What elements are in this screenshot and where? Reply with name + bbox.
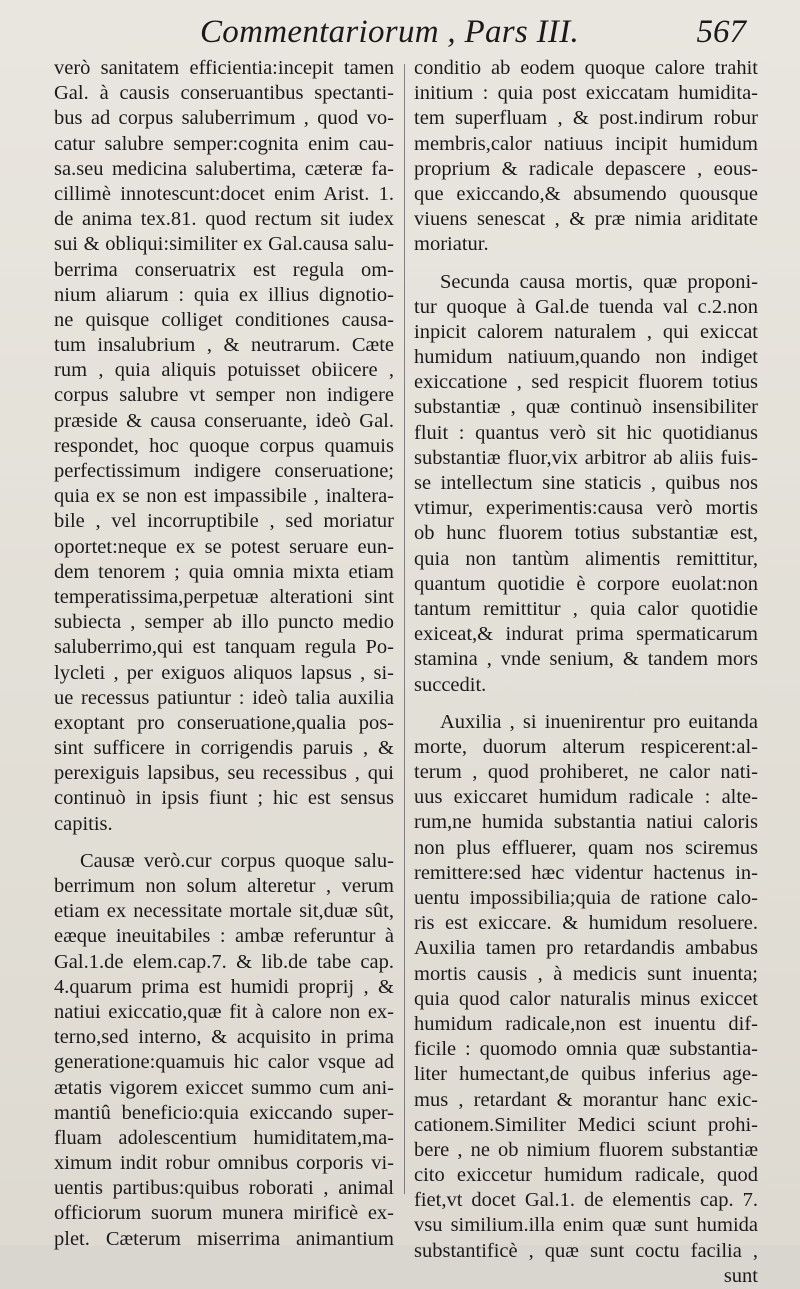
text-line: fluam adolescentium humiditatem,ma- <box>54 1126 394 1149</box>
text-line: tur quoque à Gal.de tuenda val c.2.non <box>414 295 758 318</box>
text-line: 4.quarum prima est humidi proprij , & <box>54 975 394 998</box>
text-line: mus , retardant & morantur hanc exic- <box>414 1088 758 1111</box>
text-line: generatione:quamuis hic calor vsque ad <box>54 1051 394 1074</box>
text-line: eæque ineuitabiles : ambæ referuntur à <box>54 925 394 948</box>
paragraph-gap <box>54 837 394 849</box>
text-line: bile , vel incorruptibile , sed moriatur <box>54 510 394 533</box>
catchword: sunt <box>723 1264 758 1287</box>
text-line: ue recessus patiuntur : ideò talia auxilia <box>54 686 394 709</box>
text-line: corpus salubre vt semper non indigere <box>54 384 394 407</box>
text-line: saluberrimo,qui est tanquam regula Po- <box>54 636 394 659</box>
text-line: uentis partibus:quibus roborati , animal <box>54 1177 394 1200</box>
text-line: continuò in ipsis fiunt ; hic est sensus <box>54 787 394 810</box>
text-line: Causæ verò.cur corpus quoque salu- <box>80 849 394 872</box>
text-line: fluit : quantus verò sit hic quotidianus <box>414 421 758 444</box>
text-line: etiam ex necessitate mortale sit,duæ sût, <box>54 900 394 923</box>
text-line: humidum natiuum,quando non indiget <box>414 346 758 369</box>
text-line: vsu similium.illa enim quæ sunt humida <box>414 1214 758 1237</box>
text-line: sa.seu medicina salubertima, cæteræ fa- <box>54 157 394 180</box>
text-line: ficile : quomodo omnia quæ substantia- <box>414 1038 758 1061</box>
column-divider <box>404 64 405 1194</box>
text-line: Gal.1.de elem.cap.7. & lib.de tabe cap. <box>54 950 394 973</box>
text-line: fiet,vt docet Gal.1. de elementis cap. 7. <box>414 1189 758 1212</box>
text-line: rum,ne humida substantia natiui caloris <box>414 811 758 834</box>
text-line: Auxilia , si inuenirentur pro euitanda <box>440 710 758 733</box>
text-line: se intellectum sine staticis , quibus nos <box>414 472 758 494</box>
text-line: exiccatione , sed respicit fluorem totius <box>414 371 758 394</box>
left-text-column <box>54 56 394 1252</box>
text-line: capitis. <box>54 812 113 835</box>
text-line: tantum remittitur , quia calor quotidie <box>414 597 758 620</box>
text-line: mantiû beneficio:quia exiccando super- <box>54 1101 394 1124</box>
text-line: ximum indit robur omnibus corporis vi- <box>54 1152 394 1175</box>
text-line: succedit. <box>414 673 487 696</box>
text-line: verò sanitatem efficientia:incepit tamen <box>54 57 394 79</box>
text-line: catur salubre semper:cognita enim cau- <box>54 132 394 155</box>
text-line: terno,sed interno, & acquisito in prima <box>54 1026 394 1049</box>
text-line: respondet, hoc quoque corpus quamuis <box>54 434 394 457</box>
text-line: quia quod calor naturalis minus exiccet <box>414 987 758 1010</box>
text-line: tem superfluam , & post.indirum robur <box>414 107 758 130</box>
text-line: Gal. à causis conseruantibus spectanti- <box>54 82 394 105</box>
text-line: cillimè innotescunt:docet enim Arist. 1. <box>54 182 394 205</box>
text-line: conditio ab eodem quoque calore trahit <box>414 57 758 79</box>
text-line: exoptant pro conseruatione,qualia pos- <box>54 711 394 734</box>
text-line: sui & obliqui:similiter ex Gal.causa salu- <box>54 233 394 256</box>
paragraph-gap <box>414 698 758 710</box>
text-line: substantiæ fluor,vix arbitror ab aliis fuis- <box>414 446 758 469</box>
text-line: dem tenorem ; quia omnia mixta etiam <box>54 560 394 583</box>
text-line: mortis causis , à medicis sunt inuenta; <box>414 962 758 985</box>
text-line: lycleti , per exiguos aliquos lapsus , si- <box>54 661 394 684</box>
text-line: terum , quod prohiberet, ne calor nati- <box>414 761 758 784</box>
paragraph-gap <box>414 258 758 270</box>
text-line: Auxilia tamen pro retardandis ambabus <box>414 937 758 960</box>
right-text-column <box>414 56 758 1289</box>
text-line: que exiccando,& absumendo quousque <box>414 182 758 205</box>
text-line: remittere:sed hæc videntur hactenus in- <box>414 861 758 884</box>
text-line: morte, duorum alterum respicerent:al- <box>414 735 758 758</box>
text-line: rum , quia aliquis potuisset obiicere , <box>54 359 394 382</box>
text-line: perexiguis lapsibus, seu recessibus , qui <box>54 762 394 785</box>
text-line: sint sufficere in corrigendis paruis , & <box>54 737 394 760</box>
text-line: uentu impossibilia;quia de ratione calo- <box>414 887 758 909</box>
text-line: oportet:neque ex se potest seruare eun- <box>54 535 394 558</box>
text-line: officiorum suorum munera mirificè ex- <box>54 1202 394 1225</box>
text-line: quantum quotidie è corpore euolat:non <box>414 572 758 595</box>
text-line: proprium & radicale depascere , eous- <box>414 157 758 180</box>
text-line: subiecta , semper ab illo puncto medio <box>54 611 394 634</box>
text-line: substantificè , quæ sunt coctu facilia , <box>414 1239 758 1262</box>
text-line: ris est exiccare. & humidum resoluere. <box>414 912 758 935</box>
text-line: quia non tantùm alimentis remittitur, <box>414 547 758 570</box>
text-line: natiui exiccatio,quæ fit à calore non ex- <box>54 1000 394 1023</box>
text-line: berrimum non solum alteretur , verum <box>54 875 394 897</box>
text-line: viuens senescat , & præ nimia ariditate <box>414 208 758 231</box>
text-line: moriatur. <box>414 233 489 256</box>
text-line: de anima tex.81. quod rectum sit iudex <box>54 208 394 231</box>
text-line: inpicit calorem naturalem , qui exiccat <box>414 320 758 343</box>
text-line: berrima conseruatrix est regula om- <box>54 258 394 281</box>
text-line: substantiæ , quæ continuò insensibiliter <box>414 396 758 419</box>
text-line: quia ex se non est impassibile , inaltera- <box>54 485 394 508</box>
text-line: temperatissima,perpetuæ alterationi sint <box>54 585 394 608</box>
text-line: ob hunc fluorem totius substantiæ est, <box>414 522 758 545</box>
text-line: humidum radicale,non est inuentu dif- <box>414 1012 758 1035</box>
running-header <box>200 14 760 54</box>
text-line: bus ad corpus saluberrimum , quod vo- <box>54 107 394 130</box>
text-line: ne quisque colliget conditiones causa- <box>54 308 394 331</box>
text-line: initium : quia post exiccatam humidita- <box>414 82 758 105</box>
running-title: Commentariorum , Pars III. <box>200 14 580 50</box>
text-line: cationem.Similiter Medici sciunt prohi- <box>414 1113 758 1136</box>
text-line: stamina , vnde senium, & tandem mors <box>414 648 758 671</box>
text-line: vtimur, experimentis:causa verò mortis <box>414 497 758 520</box>
text-line: exiceat,& indurat prima spermaticarum <box>414 623 758 646</box>
text-line: cito exiccetur humidum radicale, quod <box>414 1164 758 1187</box>
text-line: perfectissimum indigere conseruatione; <box>54 460 394 482</box>
text-line: liter humectant,de quibus inferius age- <box>414 1063 758 1086</box>
page-number: 567 <box>696 14 746 50</box>
text-line: uus exiccaret humidum radicale : alte- <box>414 786 758 809</box>
text-line: nium aliarum : quia ex illius dignotio- <box>54 283 394 306</box>
text-line: ætatis vigorem exiccet summo cum ani- <box>54 1076 394 1099</box>
text-line: Secunda causa mortis, quæ proponi- <box>440 270 758 293</box>
text-line: plet. Cæterum miserrima animantium <box>54 1227 394 1250</box>
text-line: bere , ne ob nimium fluorem substantiæ <box>414 1138 758 1161</box>
text-line: non plus effluerer, quam nos sciremus <box>414 836 758 859</box>
text-line: membris,calor natiuus incipit humidum <box>414 132 758 155</box>
text-line: tum insalubrium , & neutrarum. Cæte <box>54 334 394 357</box>
text-line: præside & causa conseruante, ideò Gal. <box>54 409 394 432</box>
